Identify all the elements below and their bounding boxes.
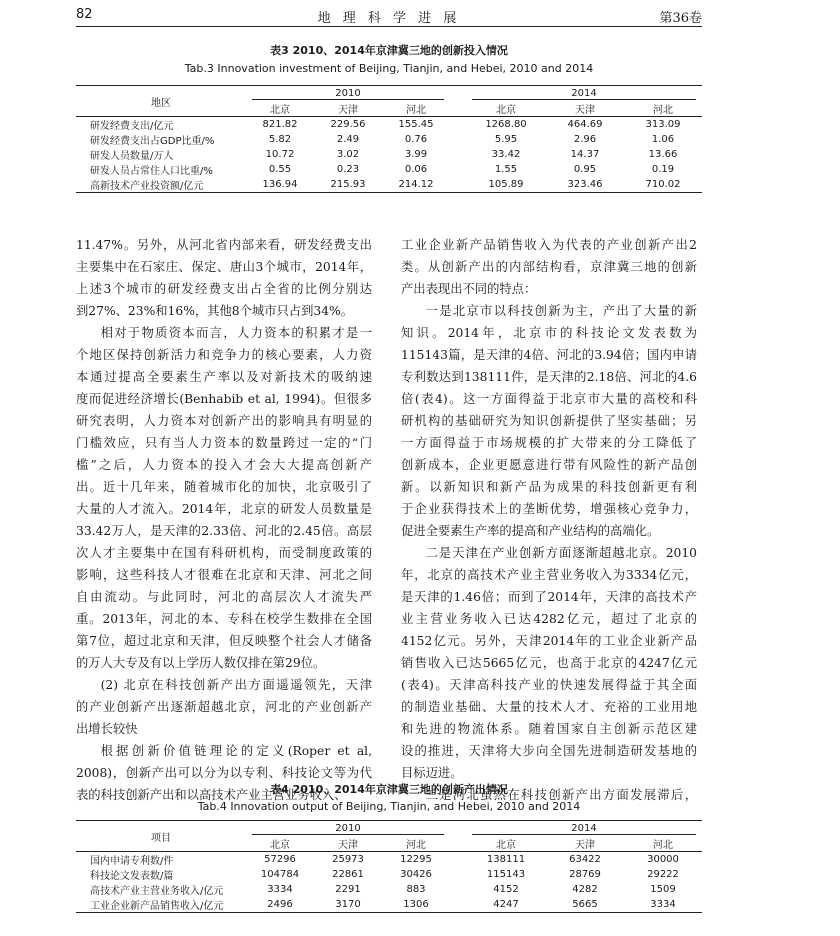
text-line: 于企业获得技术上的垄断优势，增强核心竞争力， <box>401 502 697 516</box>
table4-col-header: 天津 <box>546 836 624 852</box>
right-column <box>401 234 697 806</box>
text-line: 出增长较快 <box>76 722 138 736</box>
text-line: (表4)。天津高科技产业的快速发展得益于其全面 <box>401 678 697 692</box>
table-cell: 464.69 <box>567 119 603 130</box>
table-cell: 5665 <box>546 897 624 913</box>
table-cell: 2291 <box>335 884 361 895</box>
table-cell: 10.72 <box>265 149 295 160</box>
text-line: 上述3个城市的研发经费支出占全省的比例分别达 <box>76 282 372 296</box>
text-line: 自由流动。与此同时，河北的高层次人才流失严 <box>76 590 372 604</box>
text-line: 销售收入已达5665亿元，也高于北京的4247亿元 <box>401 656 697 670</box>
table-cell: 1509 <box>650 884 676 895</box>
table-cell: 4282 <box>572 884 598 895</box>
table-cell: 1268.80 <box>485 119 527 130</box>
text-line: 三是河北虽然在科技创新产出方面发展滞后， <box>425 788 697 802</box>
text-line: 的制造业基础、大量的技术人才、充裕的工业用地 <box>401 700 697 714</box>
left-column <box>76 234 372 806</box>
table-row <box>76 897 702 913</box>
text-line: 大量的人才流入。2014年，北京的研发人员数量是 <box>76 502 372 516</box>
table3-col-header: 河北 <box>382 101 450 117</box>
text-line: 目标迈进。 <box>401 766 463 780</box>
table-cell: 0.06 <box>404 164 428 175</box>
table-cell: 1306 <box>382 897 450 913</box>
table-cell: 115143 <box>486 869 526 880</box>
text-line: 影响，这些科技人才很难在北京和天津、河北之间 <box>76 568 372 582</box>
text-line: 新。以新知识和新产品为成果的科技创新更有利 <box>401 480 697 494</box>
text-line: 一是北京市以科技创新为主，产出了大量的新 <box>425 304 697 318</box>
page-number: 82 <box>76 7 93 22</box>
row-label: 工业企业新产品销售收入/亿元 <box>76 897 246 913</box>
text-line: 知识。2014年，北京市的科技论文发表数为 <box>401 326 697 340</box>
text-line: 二是天津在产业创新方面逐渐超越北京。2010 <box>425 546 697 560</box>
table-cell: 63422 <box>569 854 601 865</box>
text-line: 33.42万人，是天津的2.33倍、河北的2.45倍。高层 <box>76 524 372 538</box>
text-line: 次人才主要集中在国有科研机构，而受制度政策的 <box>76 546 372 560</box>
table-cell: 5.82 <box>268 134 292 145</box>
table3 <box>76 85 702 193</box>
row-label: 国内申请专利数/件 <box>90 856 174 867</box>
volume-label: 第36卷 <box>659 11 702 26</box>
table-row <box>76 162 702 177</box>
table4-col-header: 河北 <box>382 836 450 852</box>
table-cell: 0.95 <box>573 164 597 175</box>
table3-year-header: 2010 <box>246 86 450 102</box>
table-cell: 710.02 <box>624 177 702 193</box>
text-line: 业主营业务收入已达4282亿元，超过了北京的 <box>401 612 697 626</box>
table-row <box>76 882 702 897</box>
table-cell: 0.23 <box>336 164 360 175</box>
table-cell: 2.49 <box>336 134 360 145</box>
table-cell: 2496 <box>246 897 314 913</box>
table-cell: 104784 <box>260 869 300 880</box>
row-label: 研发经费支出/亿元 <box>90 121 174 132</box>
table-cell: 3334 <box>624 897 702 913</box>
running-header <box>76 4 702 27</box>
table-cell: 5.95 <box>494 134 518 145</box>
text-line: (2) 北京在科技创新产出方面遥遥领先，天津 <box>100 678 372 692</box>
table-row <box>76 117 702 133</box>
table3-col-header: 北京 <box>466 101 546 117</box>
text-line: 个地区保持创新活力和竞争力的核心要素，人力资 <box>76 348 372 362</box>
table-row <box>76 852 702 868</box>
table3-region-header: 地区 <box>76 86 246 117</box>
table4-col-header: 北京 <box>466 836 546 852</box>
text-line: 是天津的1.46倍；而到了2014年，天津的高技术产 <box>401 590 697 604</box>
row-label: 高新技术产业投资额/亿元 <box>76 177 246 193</box>
text-line: 相对于物质资本而言，人力资本的积累才是一 <box>100 326 372 340</box>
table3-caption-cn: 表3 2010、2014年京津冀三地的创新投入情况 <box>270 44 508 57</box>
table-cell: 0.55 <box>268 164 292 175</box>
table-cell: 57296 <box>264 854 296 865</box>
table-row <box>76 867 702 882</box>
table4-caption-cn: 表4 2010、2014年京津冀三地的创新产出情况 <box>270 783 508 796</box>
table-cell: 13.66 <box>648 149 678 160</box>
table-cell: 215.93 <box>314 177 382 193</box>
text-line: 主要集中在石家庄、保定、唐山3个城市，2014年， <box>76 260 372 274</box>
table-row <box>76 147 702 162</box>
table-cell: 30000 <box>647 854 679 865</box>
table4-col-header: 天津 <box>314 836 382 852</box>
text-line: 2008)，创新产出可以分为以专利、科技论文等为代 <box>76 766 372 780</box>
table-cell: 214.12 <box>382 177 450 193</box>
text-line: 一方面得益于市场规模的扩大带来的分工降低了 <box>401 436 697 450</box>
table-cell: 3170 <box>314 897 382 913</box>
table-cell: 33.42 <box>491 149 521 160</box>
table-cell: 29222 <box>647 869 679 880</box>
table3-col-header: 天津 <box>546 101 624 117</box>
text-line: 类。从创新产出的内部结构看，京津冀三地的创新 <box>401 260 697 274</box>
text-line: 本通过提高全要素生产率以及对新技术的吸纳速 <box>76 370 372 384</box>
text-line: 的产业创新产出逐渐超越北京，河北的产业创新产 <box>76 700 372 714</box>
row-label: 研发经费支出占GDP比重/% <box>90 136 215 147</box>
text-line: 出。近十几年来，随着城市化的加快，北京吸引了 <box>76 480 372 494</box>
table-cell: 313.09 <box>645 119 681 130</box>
row-label: 科技论文发表数/篇 <box>90 871 174 882</box>
text-line: 度而促进经济增长(Benhabib et al, 1994)。但很多 <box>76 392 372 406</box>
table3-col-header: 天津 <box>314 101 382 117</box>
table-cell: 155.45 <box>398 119 434 130</box>
text-line: 第7位，超过北京和天津，但反映整个社会人才储备 <box>76 634 372 648</box>
table3-col-header: 北京 <box>246 101 314 117</box>
text-line: 年，北京的高技术产业主营业务收入为3334亿元， <box>401 568 697 582</box>
text-line: 和先进的物流体系。随着国家自主创新示范区建 <box>401 722 697 736</box>
text-line: 115143篇，是天津的4倍、河北的3.94倍；国内申请 <box>401 348 697 362</box>
table-cell: 3.99 <box>404 149 428 160</box>
table-cell: 3334 <box>267 884 293 895</box>
table-cell: 25973 <box>332 854 364 865</box>
table-cell: 0.76 <box>404 134 428 145</box>
text-line: 表的科技创新产出和以高技术产业主营业务收入、 <box>76 788 347 802</box>
text-line: 槛”之后，人力资本的投入才会大大提高创新产 <box>76 458 372 472</box>
text-line: 到27%、23%和16%，其他8个城市只占到34%。 <box>76 304 354 318</box>
table4-year-header: 2010 <box>246 821 450 837</box>
text-line: 倍(表4)。这一方面得益于北京市大量的高校和科 <box>401 392 697 406</box>
table4-col-header: 河北 <box>624 836 702 852</box>
table-cell: 136.94 <box>246 177 314 193</box>
table4-year-header: 2014 <box>466 821 702 837</box>
table-cell: 30426 <box>400 869 432 880</box>
text-line: 根据创新价值链理论的定义(Roper et al, <box>100 744 372 758</box>
table-cell: 2.96 <box>573 134 597 145</box>
table-cell: 14.37 <box>570 149 600 160</box>
table-cell: 1.06 <box>651 134 675 145</box>
table-cell: 22861 <box>332 869 364 880</box>
table-cell: 229.56 <box>330 119 366 130</box>
table3-col-header: 河北 <box>624 101 702 117</box>
text-line: 设的推进，天津将大步向全国先进制造研发基地的 <box>401 744 697 758</box>
table-cell: 821.82 <box>262 119 298 130</box>
table-cell: 323.46 <box>546 177 624 193</box>
row-label: 高技术产业主营业务收入/亿元 <box>90 886 224 897</box>
table4-caption-en: Tab.4 Innovation output of Beijing, Tianjin, and Hebei, 2010 and 2014 <box>197 800 581 813</box>
table-cell: 4152 <box>493 884 519 895</box>
row-label: 研发人员数量/万人 <box>90 151 174 162</box>
table-cell: 3.02 <box>336 149 360 160</box>
table-row <box>76 132 702 147</box>
table3-caption-en: Tab.3 Innovation investment of Beijing, Tianjin, and Hebei, 2010 and 2014 <box>184 62 594 75</box>
text-line: 工业企业新产品销售收入为代表的产业创新产出2 <box>401 238 697 252</box>
table4-item-header: 项目 <box>76 821 246 852</box>
table-row <box>76 177 702 193</box>
table-cell: 138111 <box>486 854 526 865</box>
table-cell: 28769 <box>569 869 601 880</box>
table-cell: 12295 <box>400 854 432 865</box>
text-line: 4152亿元。另外，天津2014年的工业企业新产品 <box>401 634 697 648</box>
text-line: 产出表现出不同的特点： <box>401 282 537 296</box>
text-line: 门槛效应，只有当人力资本的数量跨过一定的“门 <box>76 436 372 450</box>
table-cell: 0.19 <box>651 164 675 175</box>
table-cell: 105.89 <box>466 177 546 193</box>
text-line: 重。2013年，河北的本、专科在校学生数排在全国 <box>76 612 372 626</box>
table-cell: 1.55 <box>494 164 518 175</box>
table-cell: 4247 <box>466 897 546 913</box>
text-line: 11.47%。另外，从河北省内部来看，研发经费支出 <box>76 238 372 252</box>
table-cell: 883 <box>406 884 426 895</box>
text-line: 研究表明，人力资本对创新产出的影响具有明显的 <box>76 414 372 428</box>
text-line: 创新成本，企业更愿意进行带有风险性的新产品创 <box>401 458 697 472</box>
text-line: 的万人大专及有以上学历人数仅排在第29位。 <box>76 656 326 670</box>
table3-year-header: 2014 <box>466 86 702 102</box>
journal-title: 地 理 科 学 进 展 <box>317 11 461 26</box>
text-line: 促进全要素生产率的提高和产业结构的高端化。 <box>401 524 660 538</box>
text-line: 专利数达到138111件，是天津的2.18倍、河北的4.6 <box>401 370 697 384</box>
table4 <box>76 820 702 913</box>
table4-col-header: 北京 <box>246 836 314 852</box>
text-line: 研机构的基础研究为知识创新提供了坚实基础；另 <box>401 414 697 428</box>
row-label: 研发人员占常住人口比重/% <box>90 166 213 177</box>
